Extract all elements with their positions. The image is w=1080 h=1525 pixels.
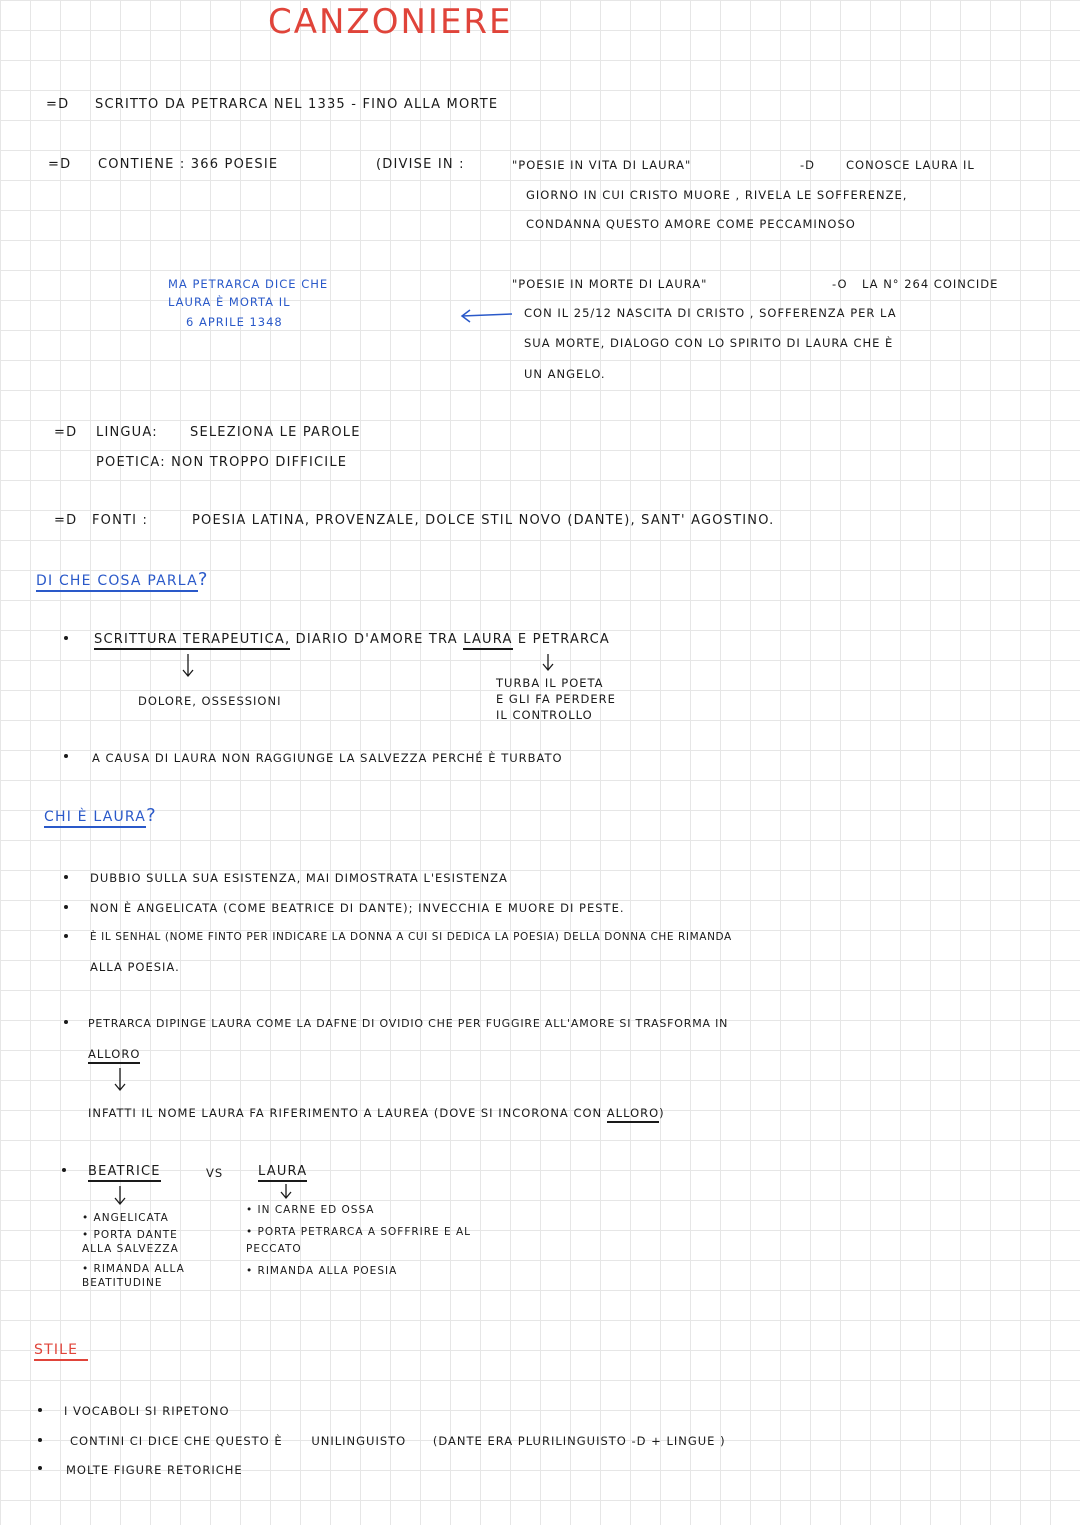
and-petrarca: E PETRARCA: [517, 632, 611, 647]
lingua-label: LINGUA:: [96, 425, 158, 440]
morte-text-2: CON IL 25/12 NASCITA DI CRISTO , SOFFERENZA PER LA: [524, 306, 897, 320]
laura-label: LAURA: [258, 1164, 307, 1182]
stile-bullet-3: MOLTE FIGURE RETORICHE: [66, 1463, 243, 1477]
question-mark: ?: [146, 805, 157, 826]
parla-sub-left: DOLORE, OSSESSIONI: [138, 694, 282, 708]
morte-text-1: LA N° 264 COINCIDE: [862, 277, 999, 291]
compare-left-label: [88, 1164, 161, 1180]
love-diary: DIARIO D'AMORE TRA: [295, 632, 458, 647]
stile-bullet-2: [70, 1433, 726, 1449]
laura-bullet-4-line-1: PETRARCA DIPINGE LAURA COME LA DAFNE DI OVIDIO CHE PER FUGGIRE ALL'AMORE SI TRASFORMA IN: [88, 1017, 729, 1030]
lingua-text: SELEZIONA LE PAROLE: [190, 425, 361, 440]
bullet: [64, 905, 68, 909]
laura-item-text: PORTA PETRARCA A SOFFRIRE E AL PECCATO: [246, 1226, 472, 1255]
down-arrow-icon: [115, 1068, 125, 1090]
lingua-line-2: POETICA: NON TROPPO DIFFICILE: [96, 455, 348, 470]
beatrice-item-text: RIMANDA ALLA BEATITUDINE: [82, 1263, 185, 1289]
contini-text: CONTINI CI DICE CHE QUESTO È: [70, 1434, 283, 1448]
bullet: [64, 636, 68, 640]
beatrice-item-1: • ANGELICATA: [82, 1212, 169, 1224]
arrow-marker: =D: [48, 157, 72, 172]
beatrice-item-3: • RIMANDA ALLA BEATITUDINE: [82, 1263, 185, 1289]
morte-text-4: UN ANGELO.: [524, 367, 606, 381]
laura-item-3: • RIMANDA ALLA POESIA: [246, 1265, 398, 1277]
bullet: [62, 1168, 66, 1172]
alloro-text-2: ALLORO: [607, 1106, 659, 1123]
bullet: [64, 934, 68, 938]
alloro-word: [88, 1046, 140, 1062]
blue-arrow-left-icon: [462, 310, 512, 322]
compare-right-label: [258, 1164, 307, 1180]
morte-title: "POESIE IN MORTE DI LAURA": [512, 277, 708, 291]
arrow-marker: =D: [46, 97, 70, 112]
parla-sub-right-3: IL CONTROLLO: [496, 708, 593, 722]
down-arrow-icon: [543, 654, 553, 670]
fonti-label: FONTI :: [92, 513, 149, 528]
parla-sub-right-2: E GLI FA PERDERE: [496, 692, 616, 706]
laura-item-2: • PORTA PETRARCA A SOFFRIRE E AL PECCATO: [246, 1226, 472, 1255]
vita-title: "POESIE IN VITA DI LAURA": [512, 158, 692, 172]
bullet: [38, 1408, 42, 1412]
laura-bullet-3-line-2: ALLA POESIA.: [90, 960, 180, 974]
question-mark: ?: [197, 569, 209, 590]
laura-bullet-3-line-1: È IL SENHAL (NOME FINTO PER INDICARE LA DONNA A CUI SI DEDICA LA POESIA) DELLA DONNA CHE RIMANDA: [90, 931, 732, 943]
stile-bullet-1: I VOCABOLI SI RIPETONO: [64, 1404, 230, 1418]
blue-note-3: 6 APRILE 1348: [186, 315, 283, 329]
bullet: [38, 1466, 42, 1470]
bullet: [64, 875, 68, 879]
vita-arrow: -D: [800, 158, 816, 172]
bullet: [38, 1438, 42, 1442]
section-heading-stile: [34, 1342, 88, 1358]
vita-text-2: GIORNO IN CUI CRISTO MUORE , RIVELA LE SOFFERENZE,: [526, 188, 908, 202]
down-arrow-icon: [115, 1186, 125, 1204]
close-paren: ): [659, 1106, 665, 1120]
unilinguisto-text: UNILINGUISTO: [311, 1434, 407, 1448]
morte-arrow: -O: [832, 277, 848, 291]
page-title: CANZONIERE: [268, 2, 513, 42]
blue-note-2: LAURA È MORTA IL: [168, 295, 291, 309]
laura-item-text: IN CARNE ED OSSA: [257, 1204, 375, 1216]
parla-sub-right-1: TURBA IL POETA: [496, 676, 604, 690]
arrow-marker: =D: [54, 513, 78, 528]
therapeutic-writing: SCRITTURA TERAPEUTICA,: [94, 632, 290, 650]
heading-text: CHI È LAURA: [44, 809, 146, 828]
laurea-text: INFATTI IL NOME LAURA FA RIFERIMENTO A LAUREA (DOVE SI INCORONA CON: [88, 1106, 603, 1120]
intro-line-author: SCRITTO DA PETRARCA NEL 1335 - FINO ALLA MORTE: [95, 97, 499, 112]
dante-note: (DANTE ERA PLURILINGUISTO -D + LINGUE ): [432, 1434, 726, 1448]
parla-bullet-1: [94, 632, 610, 648]
laura-bullet-1: DUBBIO SULLA SUA ESISTENZA, MAI DIMOSTRATA L'ESISTENZA: [90, 871, 508, 885]
intro-contents: CONTIENE : 366 POESIE: [98, 157, 279, 172]
vita-text-1: CONOSCE LAURA IL: [846, 158, 975, 172]
compare-vs: VS: [206, 1166, 224, 1180]
down-arrow-icon: [183, 654, 193, 676]
beatrice-label: BEATRICE: [88, 1164, 161, 1182]
laura-bullet-2: NON È ANGELICATA (COME BEATRICE DI DANTE); INVECCHIA E MUORE DI PESTE.: [90, 901, 625, 915]
arrow-marker: =D: [54, 425, 78, 440]
vita-text-3: CONDANNA QUESTO AMORE COME PECCAMINOSO: [526, 217, 856, 231]
beatrice-item-text: PORTA DANTE ALLA SALVEZZA: [82, 1229, 179, 1255]
down-arrow-icon: [281, 1184, 291, 1198]
beatrice-item-text: ANGELICATA: [93, 1212, 169, 1224]
alloro-text: ALLORO: [88, 1047, 140, 1064]
laura-bullet-4-line-2: [88, 1105, 665, 1121]
intro-divise: (DIVISE IN :: [376, 157, 465, 172]
heading-text: STILE: [34, 1342, 88, 1361]
blue-note-1: MA PETRARCA DICE CHE: [168, 277, 329, 291]
laura-word: LAURA: [463, 632, 512, 650]
bullet: [64, 754, 68, 758]
heading-text: DI CHE COSA PARLA: [36, 573, 198, 592]
section-heading-laura: [44, 805, 157, 826]
parla-bullet-2: A CAUSA DI LAURA NON RAGGIUNGE LA SALVEZZA PERCHÉ È TURBATO: [92, 751, 563, 765]
beatrice-item-2: • PORTA DANTE ALLA SALVEZZA: [82, 1229, 179, 1255]
section-heading-parla: [36, 569, 209, 590]
laura-item-text: RIMANDA ALLA POESIA: [257, 1265, 398, 1277]
fonti-text: POESIA LATINA, PROVENZALE, DOLCE STIL NOVO (DANTE), SANT' AGOSTINO.: [192, 513, 775, 528]
morte-text-3: SUA MORTE, DIALOGO CON LO SPIRITO DI LAURA CHE È: [524, 336, 894, 350]
laura-item-1: • IN CARNE ED OSSA: [246, 1204, 375, 1216]
bullet: [64, 1020, 68, 1024]
